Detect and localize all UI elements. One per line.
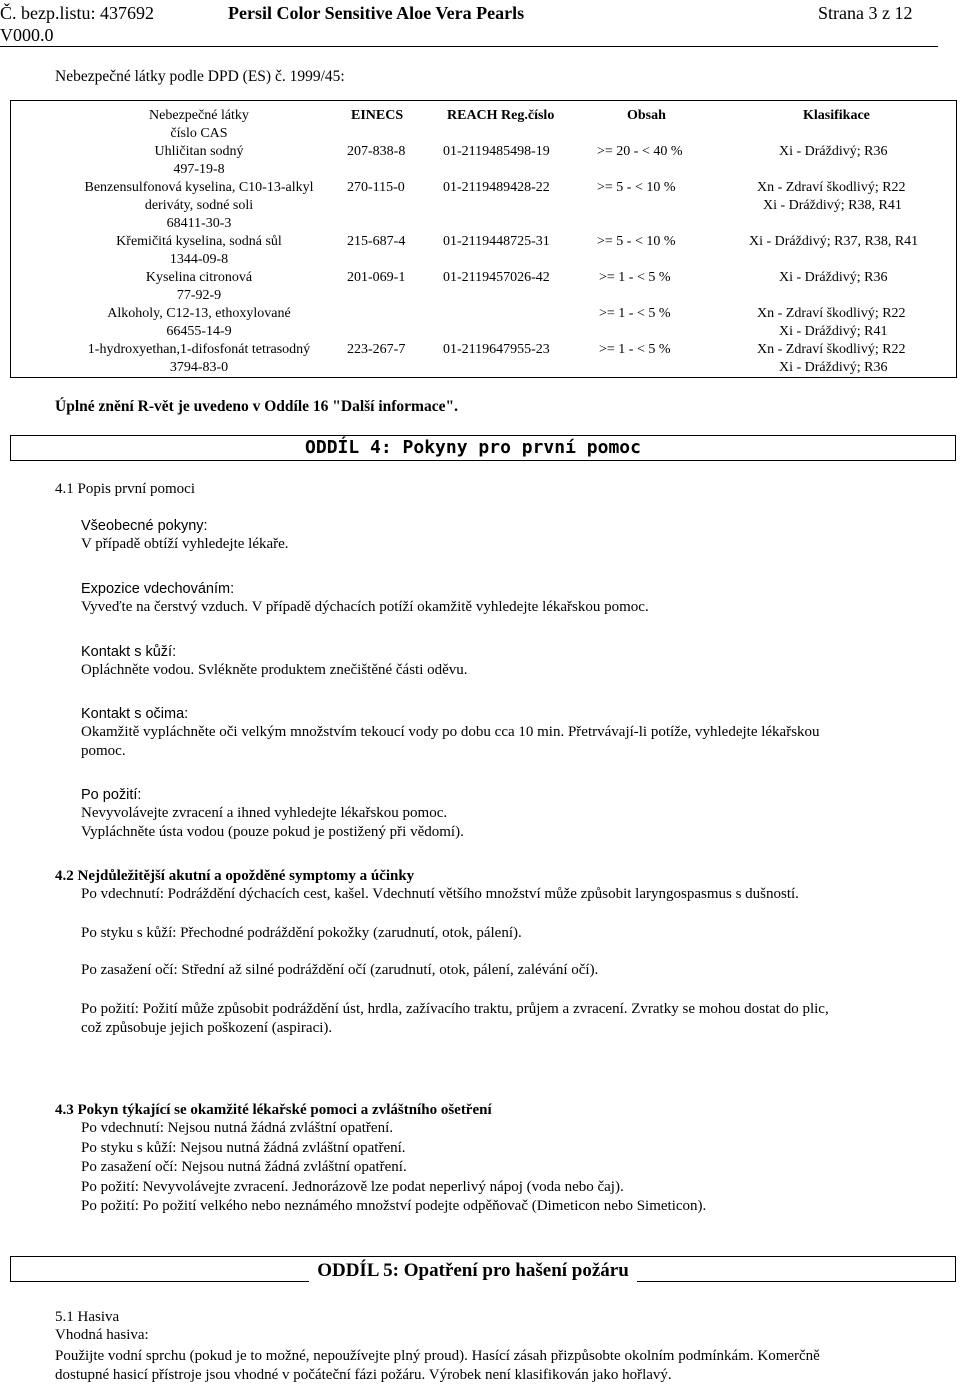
- row5-name: Alkoholy, C12-13, ethoxylované: [107, 306, 291, 321]
- header-rule: [0, 46, 938, 47]
- s41-skin-text: Opláchněte vodou. Svlékněte produktem znečištěné části oděvu.: [81, 662, 468, 678]
- left-header-2: číslo CAS: [170, 126, 228, 141]
- s42-line-1: Po vdechnutí: Podráždění dýchacích cest, kašel. Vdechnutí většího množství může způsobit laryngospasmus s dušností.: [81, 886, 799, 902]
- row2-name-2: deriváty, sodné soli: [144, 198, 254, 213]
- left-header-1: Nebezpečné látky: [149, 108, 249, 123]
- row5-klas-1: Xn - Zdraví škodlivý; R22: [757, 306, 906, 321]
- row2-reach: 01-2119489428-22: [443, 180, 550, 195]
- s51-line-2: dostupné hasicí přístroje jsou vhodné v počáteční fázi požáru. Výrobek není klasifikován jako hořlavý.: [55, 1367, 672, 1383]
- s43-line-2: Po styku s kůží: Nejsou nutná žádná zvláštní opatření.: [81, 1140, 406, 1156]
- s43-title: 4.3 Pokyn týkající se okamžité lékařské pomoci a zvláštního ošetření: [55, 1102, 492, 1118]
- s51-label: Vhodná hasiva:: [55, 1327, 149, 1343]
- row2-obsah: >= 5 - < 10 %: [597, 180, 676, 195]
- s41-eyes-text-2: pomoc.: [81, 743, 126, 759]
- s42-line-2: Po styku s kůží: Přechodné podráždění pokožky (zarudnutí, otok, pálení).: [81, 925, 522, 941]
- row3-cas: 1344-09-8: [169, 252, 229, 267]
- row1-klas: Xi - Dráždivý; R36: [779, 144, 888, 159]
- s42-line-4: Po požití: Požití může způsobit podráždění úst, hrdla, zažívacího traktu, průjem a zvracení. Zvratky se mohou dostat do plic,: [81, 1001, 829, 1017]
- row1-name: Uhličitan sodný: [154, 144, 244, 159]
- s43-line-4: Po požití: Nevyvolávejte zvracení. Jednorázově lze podat neperlivý nápoj (voda nebo čaj).: [81, 1179, 624, 1195]
- header-einecs: EINECS: [351, 108, 404, 123]
- s43-line-1: Po vdechnutí: Nejsou nutná žádná zvláštní opatření.: [81, 1120, 394, 1136]
- s43-line-5: Po požití: Po požití velkého nebo neznámého množství podejte odpěňovač (Dimeticon nebo Simeticon).: [81, 1198, 707, 1214]
- section4-title: ODDÍL 4: Pokyny pro první pomoc: [0, 437, 946, 458]
- s41-skin-label: Kontakt s kůží:: [81, 644, 177, 660]
- s42-title: 4.2 Nejdůležitější akutní a opožděné symptomy a účinky: [55, 868, 415, 884]
- row6-einecs: 223-267-7: [347, 342, 406, 357]
- header-klasifikace: Klasifikace: [803, 108, 870, 123]
- s41-ingestion-label: Po požití:: [81, 787, 142, 803]
- section5-title: ODDÍL 5: Opatření pro hašení požáru: [0, 1260, 946, 1282]
- row3-klas: Xi - Dráždivý; R37, R38, R41: [749, 234, 919, 249]
- row1-einecs: 207-838-8: [347, 144, 406, 159]
- row6-reach: 01-2119647955-23: [443, 342, 550, 357]
- s43-line-3: Po zasažení očí: Nejsou nutná žádná zvláštní opatření.: [81, 1159, 407, 1175]
- row5-cas: 66455-14-9: [166, 324, 232, 339]
- row4-cas: 77-92-9: [176, 288, 222, 303]
- header-reach: REACH Reg.číslo: [447, 108, 555, 123]
- page-number: Strana 3 z 12: [818, 3, 913, 23]
- row2-klas-2: Xi - Dráždivý; R38, R41: [763, 198, 902, 213]
- row6-klas-2: Xi - Dráždivý; R36: [779, 360, 888, 375]
- row4-reach: 01-2119457026-42: [443, 270, 550, 285]
- dpd-title: Nebezpečné látky podle DPD (ES) č. 1999/45:: [55, 68, 345, 85]
- composition-table: [10, 100, 957, 378]
- row3-name: Křemičitá kyselina, sodná sůl: [116, 234, 282, 249]
- s41-general-text: V případě obtíží vyhledejte lékaře.: [81, 536, 289, 552]
- row2-klas-1: Xn - Zdraví škodlivý; R22: [757, 180, 906, 195]
- row6-cas: 3794-83-0: [169, 360, 229, 375]
- sheet-number: Č. bezp.listu: 437692: [0, 3, 154, 23]
- row6-klas-1: Xn - Zdraví škodlivý; R22: [757, 342, 906, 357]
- s41-eyes-text: Okamžitě vypláchněte oči velkým množstvím tekoucí vody po dobu cca 10 min. Přetrvávají-li potíže, vyhledejte lékařskou: [81, 724, 820, 740]
- row2-cas: 68411-30-3: [166, 216, 232, 231]
- s41-ingestion-text: Nevyvolávejte zvracení a ihned vyhledejte lékařskou pomoc.: [81, 805, 448, 821]
- s41-inhalation-text: Vyveďte na čerstvý vzduch. V případě dýchacích potíží okamžitě vyhledejte lékařskou pomoc.: [81, 599, 649, 615]
- row4-klas: Xi - Dráždivý; R36: [779, 270, 888, 285]
- row4-obsah: >= 1 - < 5 %: [599, 270, 671, 285]
- s41-ingestion-text-2: Vypláchněte ústa vodou (pouze pokud je postižený při vědomí).: [81, 824, 464, 840]
- s42-line-5: což způsobuje jejich poškození (aspiraci).: [81, 1020, 333, 1036]
- s41-title: 4.1 Popis první pomoci: [55, 481, 196, 497]
- row1-reach: 01-2119485498-19: [443, 144, 550, 159]
- row2-name-1: Benzensulfonová kyselina, C10-13-alkyl: [84, 180, 314, 195]
- row6-name: 1-hydroxyethan,1-difosfonát tetrasodný: [87, 342, 311, 357]
- row3-obsah: >= 5 - < 10 %: [597, 234, 676, 249]
- row5-klas-2: Xi - Dráždivý; R41: [779, 324, 888, 339]
- row3-einecs: 215-687-4: [347, 234, 406, 249]
- row4-einecs: 201-069-1: [347, 270, 406, 285]
- row3-reach: 01-2119448725-31: [443, 234, 550, 249]
- version: V000.0: [0, 25, 54, 45]
- s41-eyes-label: Kontakt s očima:: [81, 706, 189, 722]
- s41-inhalation-label: Expozice vdechováním:: [81, 581, 235, 597]
- s42-line-3: Po zasažení očí: Střední až silné podráždění očí (zarudnutí, otok, pálení, zalévání očí).: [81, 962, 599, 978]
- s41-general-label: Všeobecné pokyny:: [81, 518, 208, 534]
- s51-title: 5.1 Hasiva: [55, 1309, 120, 1325]
- row1-obsah: >= 20 - < 40 %: [597, 144, 683, 159]
- row6-obsah: >= 1 - < 5 %: [599, 342, 671, 357]
- product-name: Persil Color Sensitive Aloe Vera Pearls: [228, 3, 525, 23]
- row4-name: Kyselina citronová: [145, 270, 253, 285]
- row2-einecs: 270-115-0: [347, 180, 405, 195]
- row5-obsah: >= 1 - < 5 %: [599, 306, 671, 321]
- s51-line-1: Použijte vodní sprchu (pokud je to možné, nepoužívejte plný proud). Hasící zásah přizpůsobte okolním podmínkám. Komerčně: [55, 1348, 820, 1364]
- full-text-note: Úplné znění R-vět je uvedeno v Oddíle 16 "Další informace".: [55, 398, 458, 415]
- header-obsah: Obsah: [627, 108, 666, 123]
- row1-cas: 497-19-8: [173, 162, 225, 177]
